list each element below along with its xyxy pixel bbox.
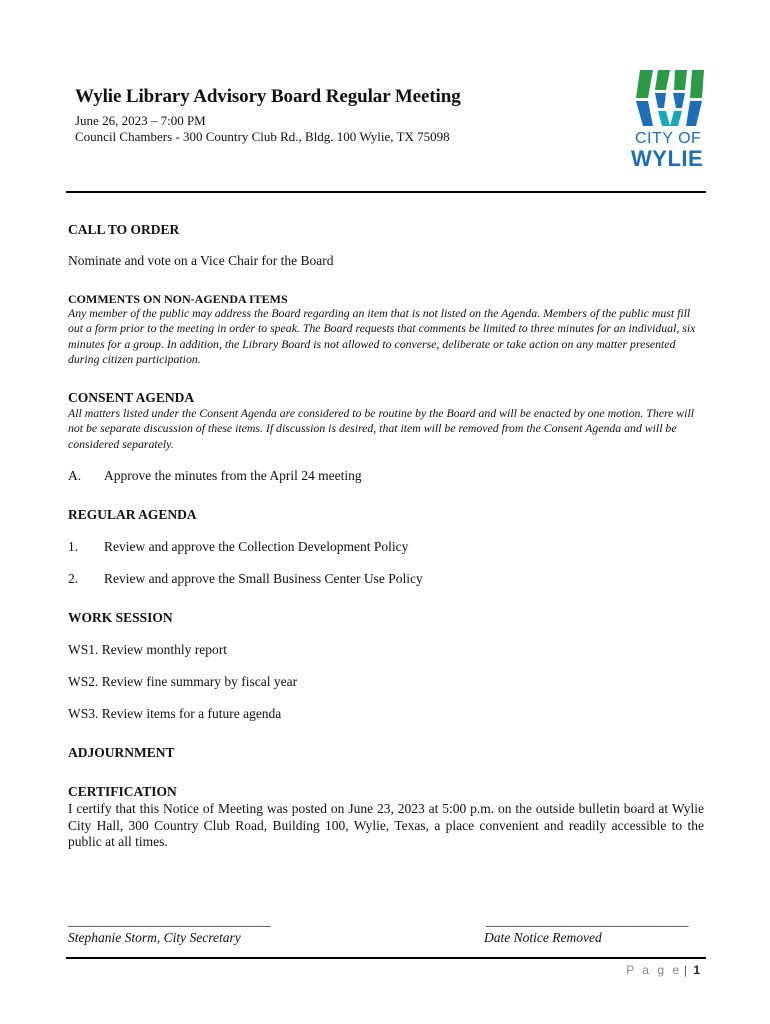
comments-heading: COMMENTS ON NON-AGENDA ITEMS bbox=[68, 292, 288, 306]
logo-city-of: CITY OF bbox=[635, 130, 702, 147]
meeting-location: Council Chambers - 300 Country Club Rd., Bldg. 100 Wylie, TX 75098 bbox=[75, 129, 450, 144]
regular-item-text: Review and approve the Collection Development Policy bbox=[104, 539, 409, 554]
page-number: 1 bbox=[693, 963, 700, 977]
signature-line-left: ______________________________ bbox=[68, 913, 271, 928]
header-rule bbox=[66, 191, 706, 193]
call-to-order-text: Nominate and vote on a Vice Chair for the Board bbox=[68, 253, 334, 268]
footer-rule bbox=[66, 957, 706, 959]
page-word: P a g e bbox=[626, 963, 682, 977]
regular-item-text: Review and approve the Small Business Center Use Policy bbox=[104, 571, 423, 586]
regular-heading: REGULAR AGENDA bbox=[68, 507, 197, 522]
footer-separator: | bbox=[683, 963, 687, 977]
page-title: Wylie Library Advisory Board Regular Meeting bbox=[75, 86, 461, 107]
work-session-heading: WORK SESSION bbox=[68, 610, 173, 625]
work-session-item: WS2. Review fine summary by fiscal year bbox=[68, 674, 298, 689]
consent-item-num: A. bbox=[68, 468, 82, 483]
consent-heading: CONSENT AGENDA bbox=[68, 390, 195, 405]
call-to-order-heading: CALL TO ORDER bbox=[68, 222, 180, 237]
work-session-item: WS1. Review monthly report bbox=[68, 642, 227, 657]
w-logo-icon bbox=[628, 68, 712, 130]
certification-body: I certify that this Notice of Meeting was posted on June 23, 2023 at 5:00 p.m. on the outside bulletin board at Wylie City Hall, 300 Country Club Road, Building 100, Wylie, Texas, a place convenient and readily accessible to the public at all times. bbox=[68, 801, 704, 849]
certification-heading: CERTIFICATION bbox=[68, 784, 177, 799]
page-footer bbox=[626, 963, 700, 977]
city-logo bbox=[628, 68, 712, 172]
adjournment-heading: ADJOURNMENT bbox=[68, 745, 175, 760]
logo-wylie: WYLIE bbox=[631, 146, 704, 171]
signature-label-right: Date Notice Removed bbox=[484, 930, 602, 945]
comments-body: Any member of the public may address the Board regarding an item that is not listed on the Agenda. Members of the public must fill out a form prior to the meeting in order to speak. The Board requests that comments be limited to three minutes for an individual, six minutes for a group. In addition, the Library Board is not allowed to converse, deliberate or take action on any matter presented during citizen participation. bbox=[68, 306, 696, 366]
regular-item-num: 2. bbox=[68, 571, 79, 586]
consent-item-text: Approve the minutes from the April 24 meeting bbox=[104, 468, 362, 483]
consent-body: All matters listed under the Consent Agenda are considered to be routine by the Board and will be enacted by one motion. There will not be separate discussion of these items. If discussion is desired, that item will be removed from the Consent Agenda and will be considered separately. bbox=[68, 406, 695, 451]
regular-item-num: 1. bbox=[68, 539, 79, 554]
signature-label-left: Stephanie Storm, City Secretary bbox=[68, 930, 241, 945]
signature-line-right: ______________________________ bbox=[486, 913, 689, 928]
meeting-date: June 26, 2023 – 7:00 PM bbox=[75, 113, 206, 128]
work-session-item: WS3. Review items for a future agenda bbox=[68, 706, 282, 721]
